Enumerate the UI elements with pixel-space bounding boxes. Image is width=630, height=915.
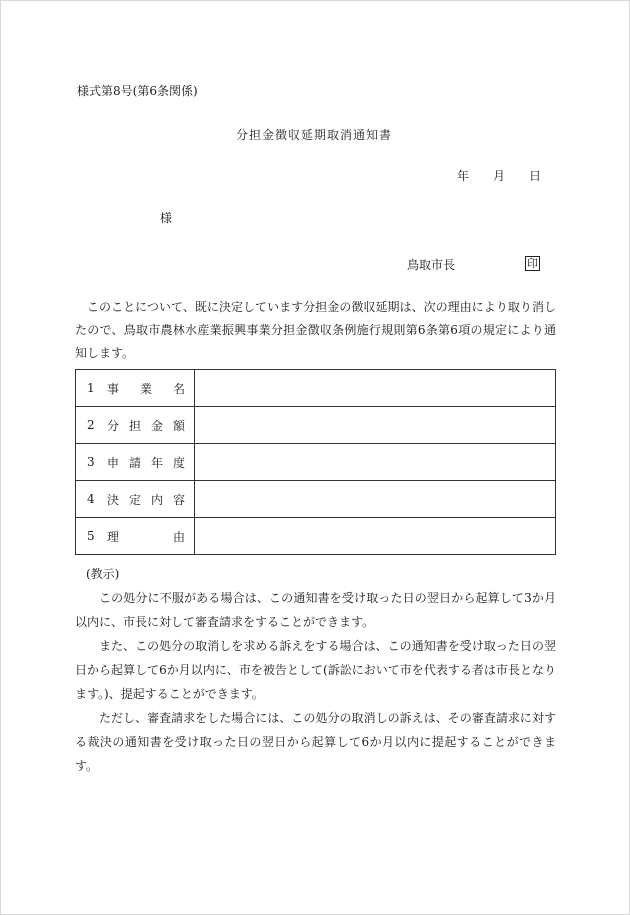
- date-year-label: 年: [457, 169, 470, 183]
- row-number: 5: [87, 529, 95, 543]
- date-month-label: 月: [493, 169, 506, 183]
- date-day-label: 日: [529, 169, 542, 183]
- row-label: 事 業 名: [107, 381, 185, 396]
- row-value-cell: [195, 444, 556, 481]
- addressee-honorific: 様: [160, 211, 173, 225]
- notice-paragraph-3: ただし、審査請求をした場合には、この処分の取消しの訴えは、その審査請求に対する裁決の通知書を受け取った日の翌日から起算して6か月以内に提起することができます。: [75, 711, 556, 773]
- table-row: [76, 407, 556, 444]
- row-label: 申 請 年 度: [107, 455, 185, 470]
- table-row: [76, 481, 556, 518]
- sender-name: 鳥取市長: [407, 258, 456, 272]
- form-number: 様式第8号(第6条関係): [77, 84, 198, 98]
- notice-paragraph-2: また、この処分の取消しを求める訴えをする場合は、この通知書を受け取った日の翌日から起算して6か月以内に、市を被告として(訴訟において市を代表する者は市長となります。)、提起することができます。: [75, 639, 556, 701]
- table-row: [76, 370, 556, 407]
- table-row: [76, 444, 556, 481]
- seal-mark: 印: [527, 257, 538, 270]
- row-value-cell: [195, 481, 556, 518]
- body-paragraph: このことについて、既に決定しています分担金の徴収延期は、次の理由により取り消したので、鳥取市農林水産業振興事業分担金徴収条例施行規則第6条第6項の規定により通知します。: [75, 300, 556, 360]
- row-label-cell: [76, 481, 195, 518]
- row-label-cell: [76, 444, 195, 481]
- row-label-cell: [76, 518, 195, 555]
- notice-heading: (教示): [86, 567, 120, 581]
- row-label: 決 定 内 容: [107, 492, 185, 507]
- row-number: 3: [87, 455, 95, 469]
- document-title: 分担金徴収延期取消通知書: [236, 128, 393, 142]
- notice-paragraph-1: この処分に不服がある場合は、この通知書を受け取った日の翌日から起算して3か月以内に、市長に対して審査請求をすることができます。: [75, 591, 556, 629]
- row-label-cell: [76, 370, 195, 407]
- row-number: 2: [87, 418, 95, 432]
- row-label-cell: [76, 407, 195, 444]
- row-value-cell: [195, 518, 556, 555]
- row-value-cell: [195, 370, 556, 407]
- row-number: 1: [87, 381, 95, 395]
- date-line: [457, 168, 541, 184]
- table-row: [76, 518, 556, 555]
- row-value-cell: [195, 407, 556, 444]
- row-label: 理 由: [107, 529, 185, 544]
- row-number: 4: [87, 492, 95, 506]
- info-table: [75, 369, 556, 555]
- row-label: 分 担 金 額: [107, 418, 185, 433]
